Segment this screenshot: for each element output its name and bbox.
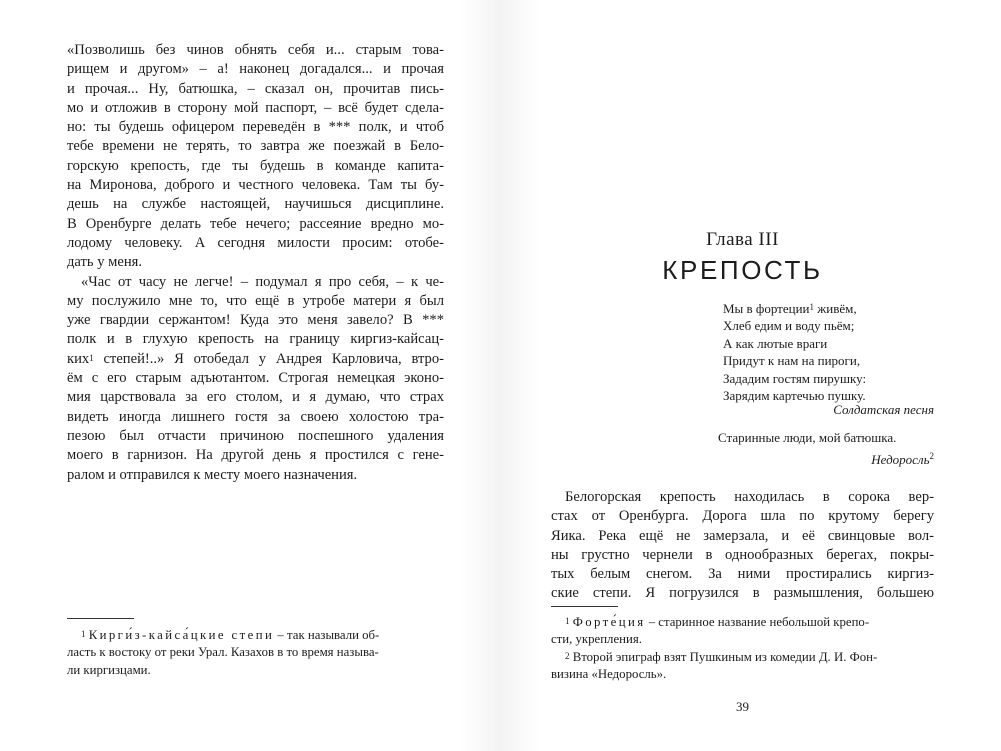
epigraph-attribution: Солдатская песня xyxy=(833,402,934,417)
text-line: мо и отложив в сторону мой паспорт, – всё будет сдела- xyxy=(67,99,444,116)
text-line: ны грустно чернели в однообразных берегах, покры- xyxy=(551,546,934,563)
text-line: лодому человеку. А сегодня милости просим: отобе- xyxy=(67,234,444,251)
text-fragment: ких xyxy=(67,350,90,367)
text-line: тых белым снегом. За ними простирались киргиз- xyxy=(551,566,934,583)
epigraph-line: Хлеб едим и воду пьём; xyxy=(723,318,855,334)
footnote-marker: 1 xyxy=(89,352,94,363)
text-line: ские степи. Я погрузился в размышления, большею xyxy=(551,585,934,602)
left-page-body-text xyxy=(67,41,444,485)
footnote-term: Форте́ция xyxy=(572,615,646,629)
text-line: мия царствовала за его столом, и я думаю, что страх xyxy=(67,389,444,406)
footnote-term: Кирги́з-кайса́цкие степи xyxy=(88,628,275,642)
text-fragment: живём, xyxy=(814,301,857,316)
text-line: горскую крепость, где ты будешь в команде капита- xyxy=(67,157,444,174)
footnote-line: ласть к востоку от реки Урал. Казахов в то время называ- xyxy=(67,645,379,660)
text-line: дешь на службе настоящей, научишься дисциплине. xyxy=(67,196,444,213)
footnote-number: 1 xyxy=(565,616,570,626)
epigraph-line: Зададим гостям пирушку: xyxy=(723,370,867,386)
text-line: моего в гарнизон. На другой день я простился с гене- xyxy=(67,447,444,464)
epigraph-attribution xyxy=(871,452,934,468)
text-fragment: Мы в фортеции xyxy=(723,301,810,316)
text-line: ём с его старым адъютантом. Строгая немецкая эконо- xyxy=(67,370,444,387)
footnote-line xyxy=(551,614,934,631)
text-fragment: степей!..» Я отобедал у Андрея Карловича, втро- xyxy=(93,350,444,367)
footnote-line xyxy=(67,627,444,644)
text-line: пезою был отчасти причиною поспешного удаления xyxy=(67,427,444,444)
footnote-line xyxy=(551,649,934,666)
epigraph-quote: Старинные люди, мой батюшка. xyxy=(718,430,897,445)
footnote-divider xyxy=(67,618,134,619)
page-number: 39 xyxy=(736,699,749,714)
text-line: но: ты будешь офицером переведён в *** полк, и чтоб xyxy=(67,119,444,136)
right-page-body-text xyxy=(551,488,934,604)
text-line: му послужило мне то, что ещё в утробе матери я был xyxy=(67,292,444,309)
footnote-line: визина «Недоросль». xyxy=(551,667,667,682)
epigraph-line: Зарядим картечью пушку. xyxy=(723,388,866,404)
footnote-number: 2 xyxy=(565,650,570,661)
footnote-text: – так называли об- xyxy=(274,628,380,642)
text-line: «Час от часу не легче! – подумал я про себя, – к че- xyxy=(81,273,444,290)
footnote-marker: 1 xyxy=(809,302,815,312)
right-footnotes xyxy=(551,614,934,684)
epigraph-line: А как лютые враги xyxy=(723,335,828,351)
footnote-marker: 2 xyxy=(929,451,934,461)
text-line: ралом и отправился к месту моего назначения. xyxy=(67,466,358,483)
chapter-title: КРЕПОСТЬ xyxy=(662,255,823,285)
text-line: Яика. Река ещё не замерзала, и её свинцовые вол- xyxy=(551,527,934,544)
epigraph-song xyxy=(723,300,934,404)
text-line: тебе времени не терять, то завтра же поезжай в Бело- xyxy=(67,138,444,155)
footnote-text: – старинное название небольшой крепо- xyxy=(645,615,870,629)
footnote-divider xyxy=(551,606,618,607)
text-line: Белогорская крепость находилась в сорока вер- xyxy=(565,489,934,505)
epigraph-line xyxy=(723,300,934,317)
text-line: дать у меня. xyxy=(67,254,143,271)
text-line: стах от Оренбурга. Дорога шла по крутому берегу xyxy=(551,508,934,525)
attribution-text: Недоросль xyxy=(871,452,930,467)
text-line: рищем и другом» – а! наконец догадался... и прочая xyxy=(67,61,444,78)
text-line: видеть иногда лишнего гостя за своею холостою тра- xyxy=(67,408,444,425)
text-line: В Оренбурге делать тебе нечего; рассеяние вредно мо- xyxy=(67,215,444,232)
footnote-text: Второй эпиграф взят Пушкиным из комедии Д. И. Фон- xyxy=(572,649,878,664)
text-line xyxy=(67,350,444,369)
text-line: полк и в глухую крепость на границу киргиз-кайсац- xyxy=(67,331,444,348)
footnote-line: ли киргизцами. xyxy=(67,662,151,677)
chapter-number: Глава III xyxy=(706,229,779,250)
text-line: и прочая... Ну, батюшка, – сказал он, прочитав пись- xyxy=(67,80,444,97)
left-footnote xyxy=(67,627,444,679)
epigraph-line: Придут к нам на пироги, xyxy=(723,353,861,369)
text-line: уже гвардии сержантом! Куда это меня завело? В *** xyxy=(67,312,444,329)
text-line: на Миронова, доброго и честного человека. Там ты бу- xyxy=(67,177,444,194)
footnote-number: 1 xyxy=(81,629,86,639)
footnote-line: сти, укрепления. xyxy=(551,632,642,647)
text-line: «Позволишь без чинов обнять себя и... старым това- xyxy=(67,42,444,58)
